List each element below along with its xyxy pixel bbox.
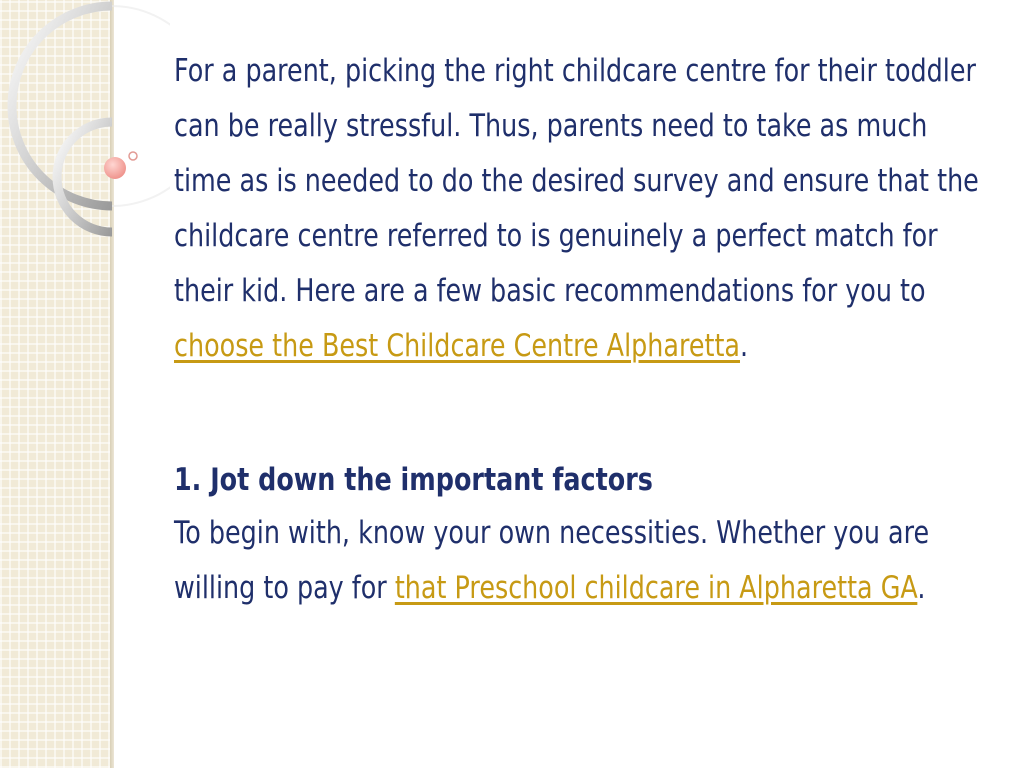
section-period: . (917, 570, 926, 606)
slide-body (174, 44, 989, 616)
inner-ring-icon (57, 122, 112, 232)
section-text: To begin with, know your own necessities. Whether you are willing to pay for (174, 515, 930, 606)
intro-paragraph (174, 44, 989, 374)
silver-rings-decoration (0, 0, 170, 260)
intro-period: . (740, 328, 749, 364)
best-childcare-link[interactable]: choose the Best Childcare Centre Alpharetta (174, 328, 741, 364)
outer-ring-icon (12, 6, 112, 206)
preschool-childcare-link[interactable]: that Preschool childcare in Alpharetta GA (394, 570, 918, 606)
section-heading: 1. Jot down the important factors (174, 462, 653, 498)
pink-dot-icon (104, 157, 126, 179)
intro-text: For a parent, picking the right childcare centre for their toddler can be really stressful. Thus, parents need to take as much time as is needed to do the desired survey and ensure that the childcare centre referred to is genuinely a perfect match for their kid. Here are a few basic recommendations for you to (174, 53, 979, 309)
small-ring-icon (129, 152, 137, 160)
section-paragraph (174, 506, 989, 616)
